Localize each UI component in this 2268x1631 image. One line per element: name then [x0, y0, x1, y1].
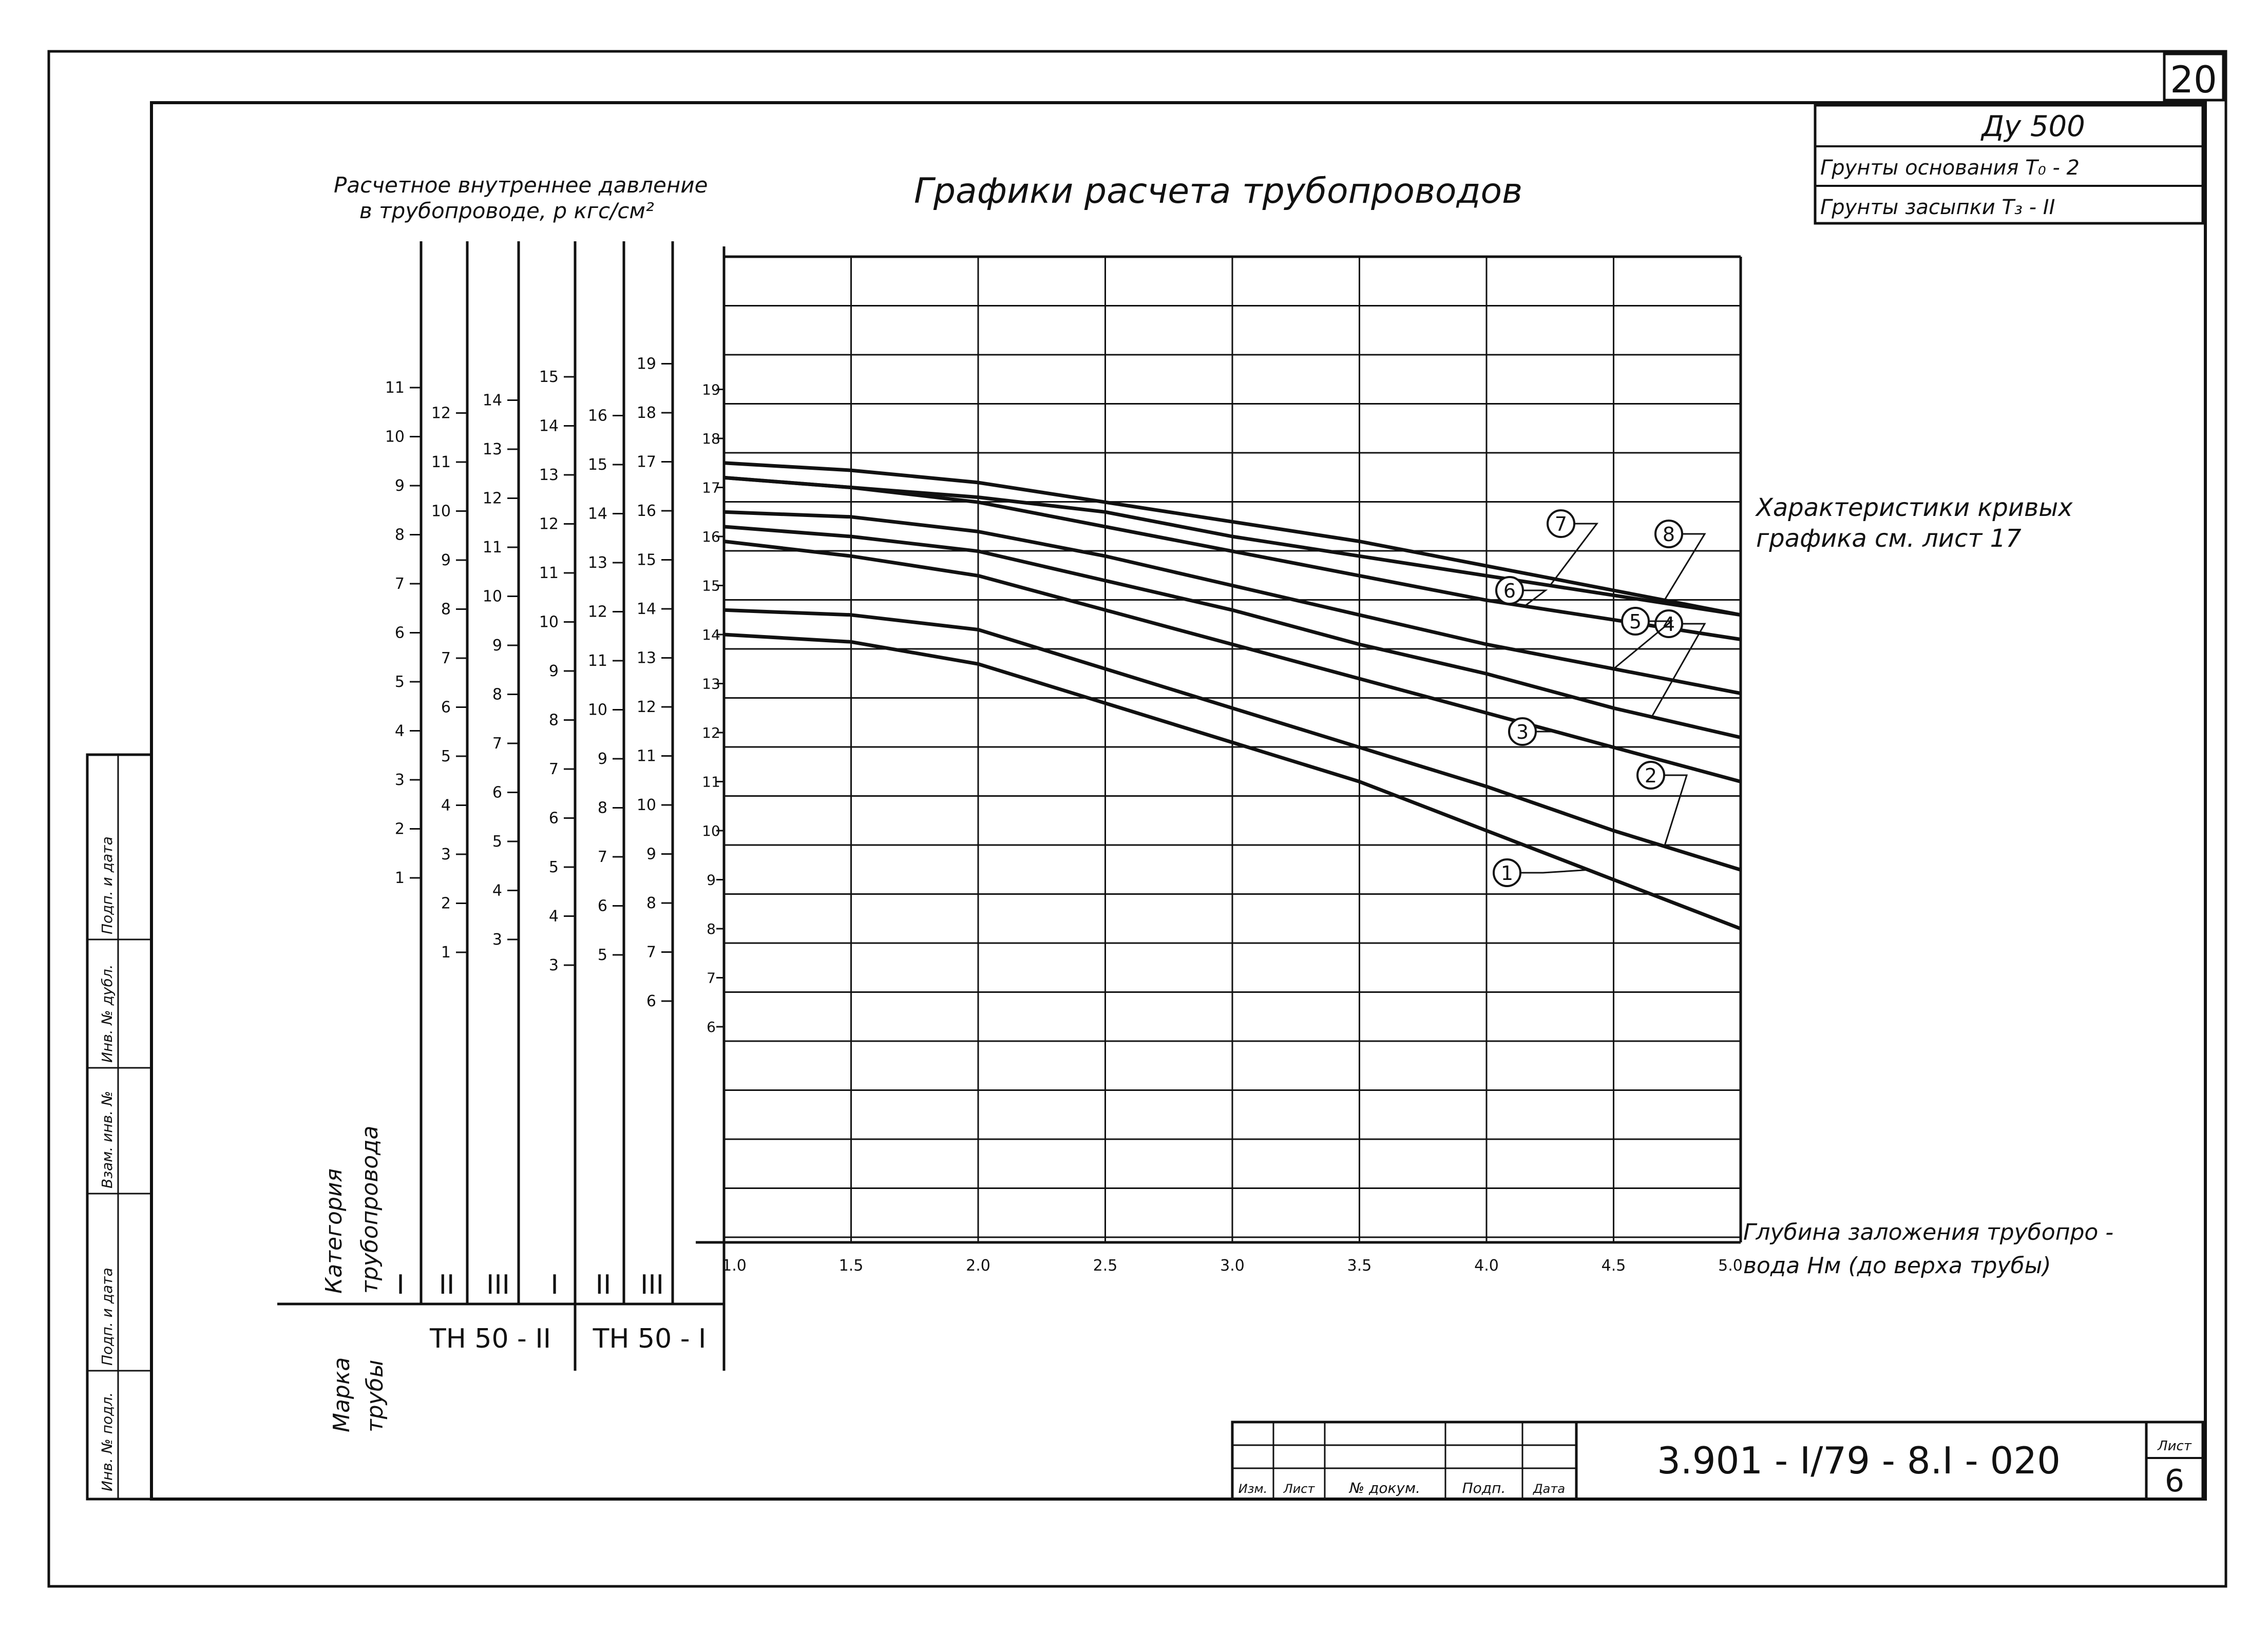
sheet-value: 6 [2164, 1463, 2185, 1499]
tb-col-3: № докум. [1349, 1480, 1421, 1496]
curve-label-5: 5 [1629, 610, 1642, 633]
tb-col-2: Лист [1283, 1482, 1315, 1496]
scale-tick-label: 6 [441, 698, 451, 717]
pressure-label-line2: в трубопроводе, p кгс/см² [359, 198, 654, 223]
scale-tick-label: 8 [597, 799, 607, 817]
curve-leader-1 [1520, 870, 1588, 873]
drawing-code: 3.901 - I/79 - 8.I - 020 [1657, 1439, 2061, 1482]
scale-tick-label: 12 [636, 698, 656, 716]
x-tick-label: 4.5 [1601, 1257, 1626, 1275]
category-0: I [396, 1270, 405, 1300]
scale-tick-label: 9 [394, 477, 405, 495]
scale-tick-label: 14 [482, 391, 502, 410]
title-block [1232, 1422, 2203, 1499]
scale-tick-label: 10 [539, 613, 559, 631]
scale-tick-label: 8 [548, 711, 559, 730]
scale-tick-label: 6 [492, 783, 502, 802]
scale-tick-label: 19 [636, 355, 656, 373]
scale-tick-label: 4 [394, 722, 405, 740]
scale-tick-label: 15 [539, 368, 559, 386]
side-stamp-4: Инв. № дубл. [99, 964, 116, 1063]
curve-label-8: 8 [1662, 523, 1675, 546]
category-4: II [595, 1270, 612, 1300]
x-tick-label: 4.0 [1474, 1257, 1499, 1275]
scale-tick-label: 1 [441, 944, 451, 962]
x-tick-label: 2.0 [966, 1257, 990, 1275]
scale-tick-label: 14 [636, 600, 656, 618]
stamp-box [1815, 105, 2203, 223]
x-tick-label: 2.5 [1093, 1257, 1118, 1275]
x-tick-label: 5.0 [1718, 1257, 1743, 1275]
scale-tick-label: 12 [431, 404, 451, 423]
depth-label-line2: вода Нм (до верха трубы) [1743, 1253, 2051, 1279]
side-stamp [87, 755, 151, 1499]
scale-tick-label: 8 [646, 894, 656, 912]
scale-tick-label: 15 [636, 551, 656, 569]
scale-tick-label: 11 [385, 379, 405, 397]
side-stamp-3: Взам. инв. № [99, 1090, 116, 1188]
scale-tick-label: 10 [587, 701, 607, 719]
scale-tick-label: 17 [636, 453, 656, 471]
curve-label-7: 7 [1554, 513, 1568, 535]
curves-note-line2: графика см. лист 17 [1756, 524, 2022, 553]
stamp-title: Ду 500 [1981, 110, 2085, 143]
scale-tick-label: 5 [597, 946, 607, 964]
curve-label-4: 4 [1662, 613, 1675, 636]
scale-tick-label: 12 [482, 489, 502, 508]
pipe-mark-2: ТН 50 - I [593, 1323, 707, 1354]
scale-tick-label: 4 [492, 881, 502, 900]
mark-label-line1: Марка [329, 1357, 355, 1432]
scale-tick-label: 3 [394, 771, 405, 789]
scale-tick-label: 11 [482, 539, 502, 557]
category-5: III [640, 1270, 664, 1300]
pressure-label-line1: Расчетное внутреннее давление [334, 172, 708, 198]
scale-tick-label: 5 [394, 673, 405, 691]
scale-tick-label: 10 [482, 587, 502, 606]
stamp-row2: Грунты засыпки Т₃ - II [1820, 196, 2055, 219]
y-tick-label: 18 [702, 430, 720, 447]
curve-label-6: 6 [1503, 580, 1516, 602]
y-tick-label: 9 [707, 871, 716, 889]
curve-label-2: 2 [1644, 764, 1657, 787]
scale-tick-label: 4 [548, 907, 559, 926]
y-tick-label: 13 [702, 675, 720, 693]
scale-tick-label: 10 [431, 502, 451, 521]
tb-col-4: Подп. [1462, 1480, 1506, 1496]
chart-title: Графики расчета трубопроводов [914, 171, 1523, 212]
scale-tick-label: 3 [441, 846, 451, 864]
category-label-line1: Категория [321, 1168, 347, 1294]
outer-frame [49, 51, 2226, 1586]
y-tick-label: 7 [707, 969, 716, 987]
scale-tick-label: 10 [636, 796, 656, 814]
y-tick-label: 10 [702, 822, 720, 839]
y-tick-label: 15 [702, 577, 720, 594]
scale-tick-label: 6 [548, 809, 559, 828]
pipe-mark-1: ТН 50 - II [429, 1323, 551, 1354]
y-tick-label: 14 [702, 626, 720, 643]
scale-tick-label: 7 [492, 735, 502, 753]
scale-tick-label: 2 [394, 820, 405, 838]
x-tick-label: 3.5 [1347, 1257, 1372, 1275]
scale-tick-label: 4 [441, 796, 451, 815]
x-tick-label: 1.5 [838, 1257, 864, 1275]
curve-leader-2 [1664, 775, 1687, 847]
scale-tick-label: 15 [587, 456, 607, 474]
scale-tick-label: 14 [539, 417, 559, 435]
inner-frame [151, 103, 2205, 1499]
scale-tick-label: 6 [597, 897, 607, 915]
curve-label-3: 3 [1516, 721, 1529, 743]
category-3: I [550, 1270, 559, 1300]
scale-tick-label: 13 [539, 466, 559, 484]
x-tick-label: 1.0 [722, 1257, 747, 1275]
scale-tick-label: 1 [394, 869, 405, 887]
tb-col-1: Изм. [1238, 1482, 1268, 1496]
y-tick-label: 6 [707, 1019, 716, 1035]
curve-leader-4 [1652, 624, 1705, 717]
y-tick-label: 12 [702, 724, 720, 741]
scale-tick-label: 11 [539, 564, 559, 582]
category-1: II [439, 1270, 455, 1300]
scale-tick-label: 8 [492, 685, 502, 704]
scale-tick-label: 2 [441, 894, 451, 913]
y-tick-label: 19 [702, 381, 720, 398]
plot-area [696, 257, 1743, 1275]
scale-tick-label: 8 [441, 600, 451, 619]
tb-col-5: Дата [1533, 1482, 1566, 1496]
scale-tick-label: 3 [548, 956, 559, 974]
side-stamp-5: Подп. и дата [99, 836, 116, 934]
scale-tick-label: 9 [646, 845, 656, 864]
y-tick-label: 16 [702, 528, 720, 545]
scale-tick-label: 13 [482, 440, 502, 458]
sheet-number: 20 [2170, 58, 2217, 101]
scale-tick-label: 7 [441, 649, 451, 667]
scale-tick-label: 8 [394, 526, 405, 544]
category-label-line2: трубопровода [357, 1125, 383, 1294]
scale-tick-label: 13 [587, 554, 607, 572]
scale-tick-label: 10 [385, 428, 405, 446]
scale-tick-label: 11 [587, 652, 607, 670]
scale-tick-label: 7 [548, 760, 559, 778]
pressure-scales [385, 241, 673, 1304]
scale-tick-label: 9 [548, 662, 559, 680]
scale-tick-label: 12 [587, 603, 607, 621]
scale-tick-label: 9 [492, 637, 502, 655]
scale-tick-label: 7 [646, 943, 656, 962]
scale-tick-label: 14 [587, 505, 607, 523]
scale-tick-label: 7 [394, 575, 405, 593]
scale-tick-label: 12 [539, 515, 559, 533]
depth-label-line1: Глубина заложения трубопро - [1743, 1219, 2114, 1245]
curves-note-line1: Характеристики кривых [1756, 493, 2073, 522]
scale-tick-label: 11 [431, 453, 451, 471]
scale-tick-label: 5 [441, 747, 451, 765]
scale-tick-label: 6 [646, 992, 656, 1010]
side-stamp-2: Подп. и дата [99, 1268, 116, 1366]
scale-tick-label: 13 [636, 649, 656, 667]
scale-tick-label: 11 [636, 747, 656, 765]
sheet-label: Лист [2158, 1438, 2191, 1454]
y-tick-label: 8 [707, 920, 716, 937]
mark-label-line2: трубы [362, 1359, 388, 1432]
scale-tick-label: 18 [636, 404, 656, 422]
x-tick-label: 3.0 [1220, 1257, 1245, 1275]
y-tick-label: 17 [702, 479, 720, 496]
curve-label-1: 1 [1500, 862, 1514, 885]
category-2: III [486, 1270, 510, 1300]
stamp-row1: Грунты основания Т₀ - 2 [1820, 156, 2080, 180]
scale-tick-label: 5 [492, 833, 502, 851]
scale-tick-label: 6 [394, 624, 405, 642]
scale-tick-label: 16 [636, 502, 656, 520]
scale-tick-label: 16 [587, 407, 607, 425]
scale-tick-label: 5 [548, 858, 559, 876]
curve-leader-6 [1522, 590, 1546, 606]
scale-tick-label: 9 [441, 551, 451, 569]
scale-tick-label: 9 [597, 750, 607, 768]
y-tick-label: 11 [702, 773, 720, 791]
scale-tick-label: 3 [492, 931, 502, 949]
side-stamp-1: Инв. № подл. [99, 1392, 116, 1491]
scale-tick-label: 7 [597, 848, 607, 866]
